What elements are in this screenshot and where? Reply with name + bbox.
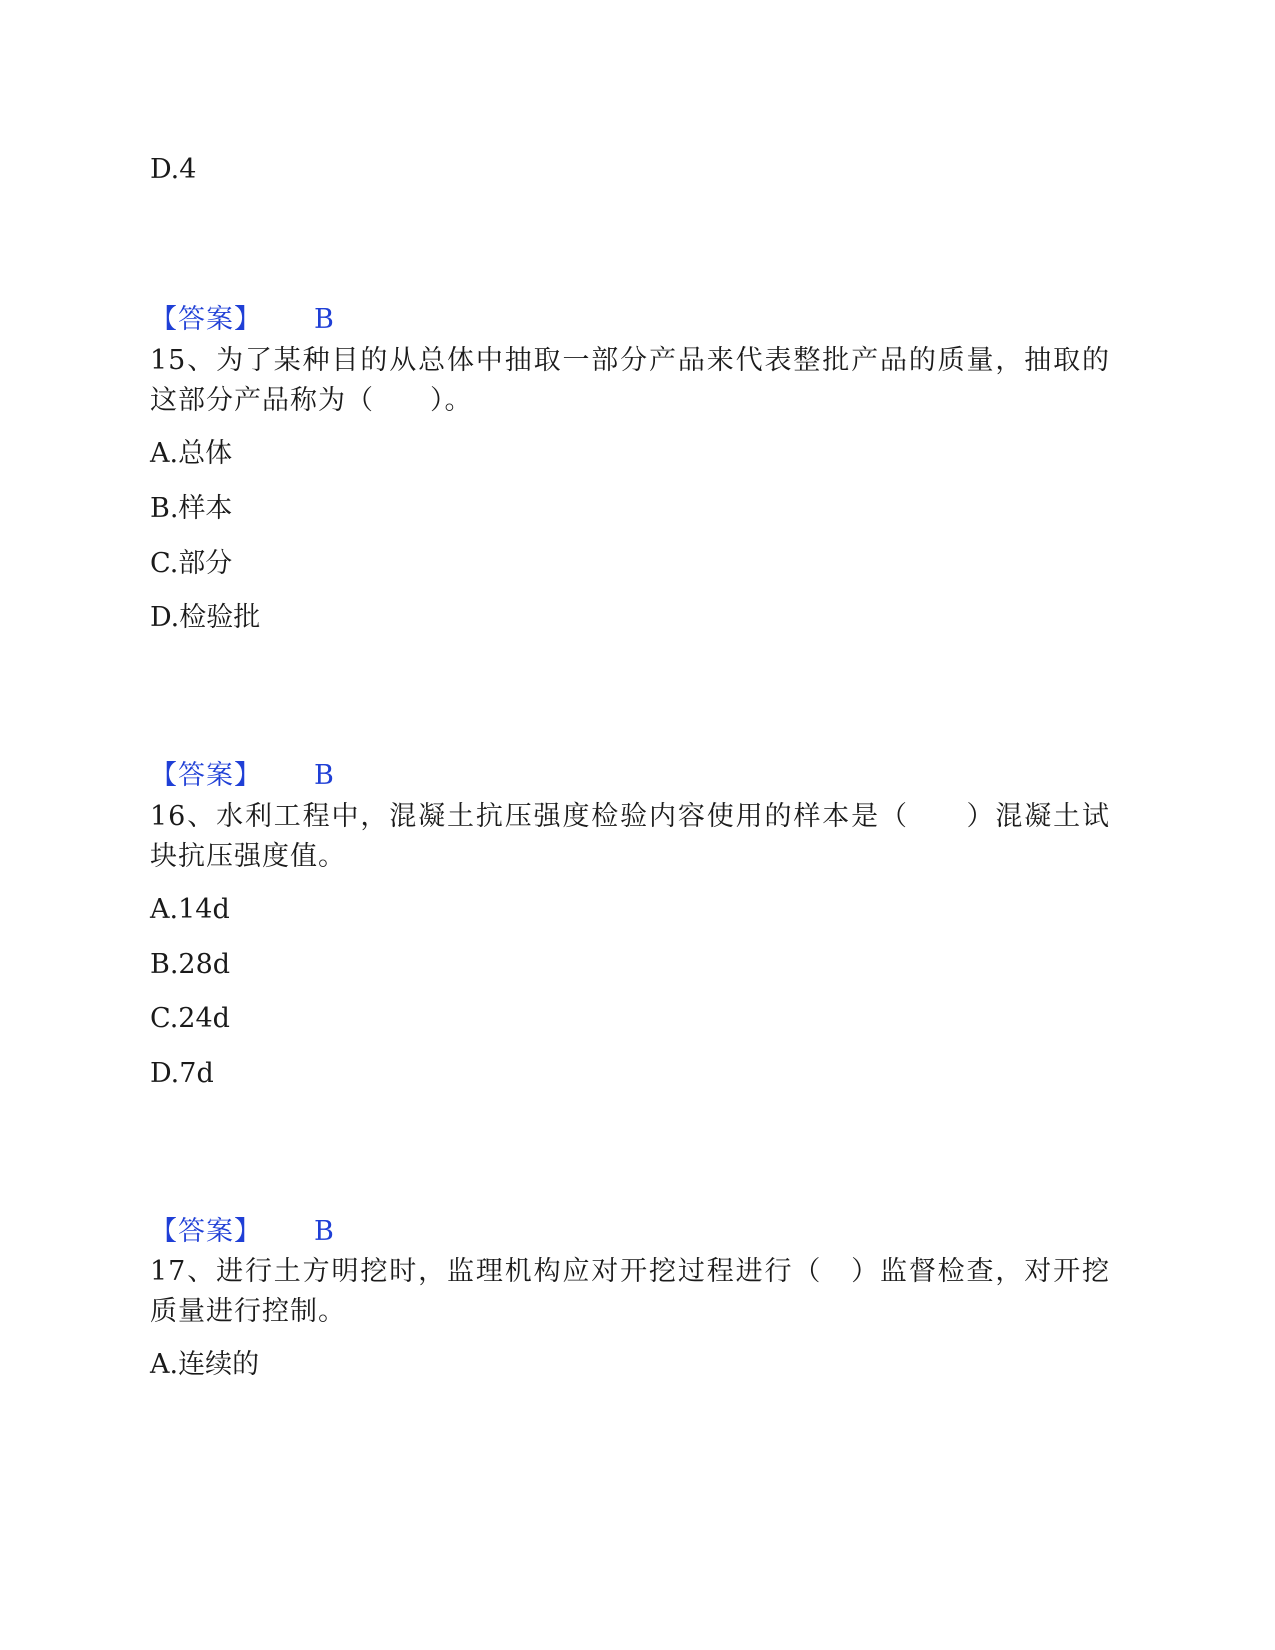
- answer-value: B: [314, 760, 334, 791]
- answer-line: [150, 756, 334, 796]
- question-16-option-c: C.24d: [150, 1003, 230, 1034]
- question-16-text: 16、水利工程中，混凝土抗压强度检验内容使用的样本是（ ）混凝土试块抗压强度值。: [150, 801, 1110, 872]
- question-15-text: 15、为了某种目的从总体中抽取一部分产品来代表整批产品的质量，抽取的这部分产品称为（ ）。: [150, 345, 1110, 416]
- question-15-option-d: D.检验批: [150, 602, 261, 633]
- question-17-option-a: A.连续的: [150, 1349, 260, 1380]
- answer-label: 【答案】: [150, 760, 262, 791]
- question-17-text: 17、进行土方明挖时，监理机构应对开挖过程进行（ ）监督检查，对开挖质量进行控制。: [150, 1256, 1110, 1327]
- answer-value: B: [314, 1216, 334, 1247]
- question-15-option-c: C.部分: [150, 548, 233, 579]
- answer-line: [150, 1212, 334, 1252]
- answer-line: [150, 300, 334, 340]
- question-16-option-b: B.28d: [150, 949, 231, 980]
- question-15-option-b: B.样本: [150, 493, 233, 524]
- question-16-option-d: D.7d: [150, 1058, 214, 1089]
- question-16-option-a: A.14d: [150, 894, 230, 925]
- answer-label: 【答案】: [150, 1216, 262, 1247]
- answer-label: 【答案】: [150, 304, 262, 335]
- question-15-option-a: A.总体: [150, 438, 233, 469]
- answer-value: B: [314, 304, 334, 335]
- option-d-previous: D.4: [150, 154, 197, 185]
